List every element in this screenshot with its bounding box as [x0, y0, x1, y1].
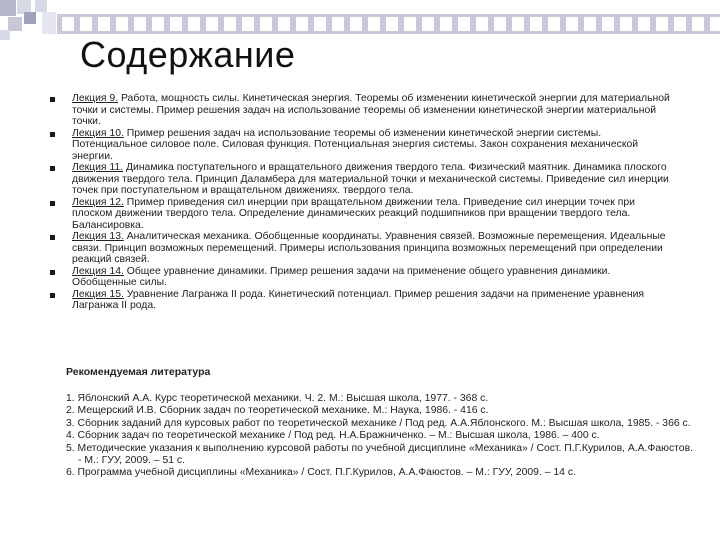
lecture-list [50, 93, 670, 312]
lecture-link-15[interactable]: Лекция 15. [72, 288, 124, 300]
page-title: Содержание [80, 34, 296, 75]
reference-item: 2. Мещерский И.В. Сборник задач по теоретической механике. М.: Наука, 1986. - 416 с. [66, 405, 489, 417]
lecture-text-9: Работа, мощность силы. Кинетическая энергия. Теоремы об изменении кинетической энергии для материальной точки и системы. Пример решения задач на использование теоремы об изменении кинетической энергии материальной точки. [72, 93, 670, 127]
square-bullet-icon [50, 132, 55, 137]
reference-item: 5. Методические указания к выполнению курсовой работы по учебной дисциплине «Механика» / Сост. П.Г.Курилов, А.А.Фаюстов. - М.: ГУУ, 2009. – 51 с. [66, 442, 693, 467]
lecture-link-14[interactable]: Лекция 14. [72, 265, 124, 277]
lecture-text-15: Уравнение Лагранжа II рода. Кинетический потенциал. Пример решения задачи на применение уравнения Лагранжа II рода. [72, 288, 645, 311]
lecture-text-12: Пример приведения сил инерции при вращательном движении тела. Приведение сил инерции точек при плоском движении твердого тела. Определение динамических реакций подшипников при вращении твердого тела. Балансировка. [72, 196, 635, 231]
lecture-item-11 [50, 162, 670, 197]
references-heading: Рекомендуемая литература [66, 366, 211, 378]
reference-item: 4. Сборник задач по теоретической механике / Под ред. Н.А.Бражниченко. – М.: Высшая школа, 1986. – 400 с. [66, 430, 600, 442]
lecture-item-13 [50, 231, 670, 266]
square-bullet-icon [50, 270, 55, 275]
reference-item: 1. Яблонский А.А. Курс теоретической механики. Ч. 2. М.: Высшая школа, 1977. - 368 с. [66, 393, 489, 404]
square-bullet-icon [50, 97, 55, 102]
lecture-text-10: Пример решения задач на использование теоремы об изменении кинетической энергии системы. Потенциальное силовое поле. Силовая функция. Потенциальная энергия системы. Закон сохранения механической энергии. [72, 127, 639, 162]
lecture-link-9[interactable]: Лекция 9. [72, 93, 119, 104]
lecture-text-14: Общее уравнение динамики. Пример решения задачи на применение общего уравнения динамики. Обобщенные силы. [72, 265, 611, 288]
lecture-text-13: Аналитическая механика. Обобщенные координаты. Уравнения связей. Возможные перемещения. Идеальные связи. Принцип возможных перемещений. Примеры использования принципа возможных перемещений при определении реакций связей. [72, 231, 666, 265]
square-bullet-icon [50, 293, 55, 298]
lecture-item-12 [50, 197, 670, 232]
square-bullet-icon [50, 201, 55, 206]
lecture-link-11[interactable]: Лекция 11. [72, 162, 124, 173]
lecture-link-10[interactable]: Лекция 10. [72, 127, 124, 139]
lecture-link-13[interactable]: Лекция 13. [72, 231, 124, 242]
lecture-item-10 [50, 128, 670, 163]
square-bullet-icon [50, 166, 55, 171]
lecture-item-15 [50, 289, 670, 312]
lecture-text-11: Динамика поступательного и вращательного движения твердого тела. Физический маятник. Динамика плоского движения твердого тела. Принцип Даламбера для материальной точки и механической системы. Приведение сил инерции точек при поступательном и вращательном движениях. твердого тела. [72, 162, 669, 196]
reference-item: 6. Программа учебной дисциплины «Механика» / Сост. П.Г.Курилов, А.А.Фаюстов. – М.: ГУУ, 2009. – 14 с. [66, 467, 576, 479]
square-bullet-icon [50, 235, 55, 240]
reference-item: 3. Сборник заданий для курсовых работ по теоретической механике / Под ред. А.А.Яблонского. М.: Высшая школа, 1985. - 366 с. [66, 417, 691, 429]
lecture-link-12[interactable]: Лекция 12. [72, 196, 124, 208]
lecture-item-9 [50, 93, 670, 128]
lecture-item-14 [50, 266, 670, 289]
references-list [66, 393, 696, 480]
